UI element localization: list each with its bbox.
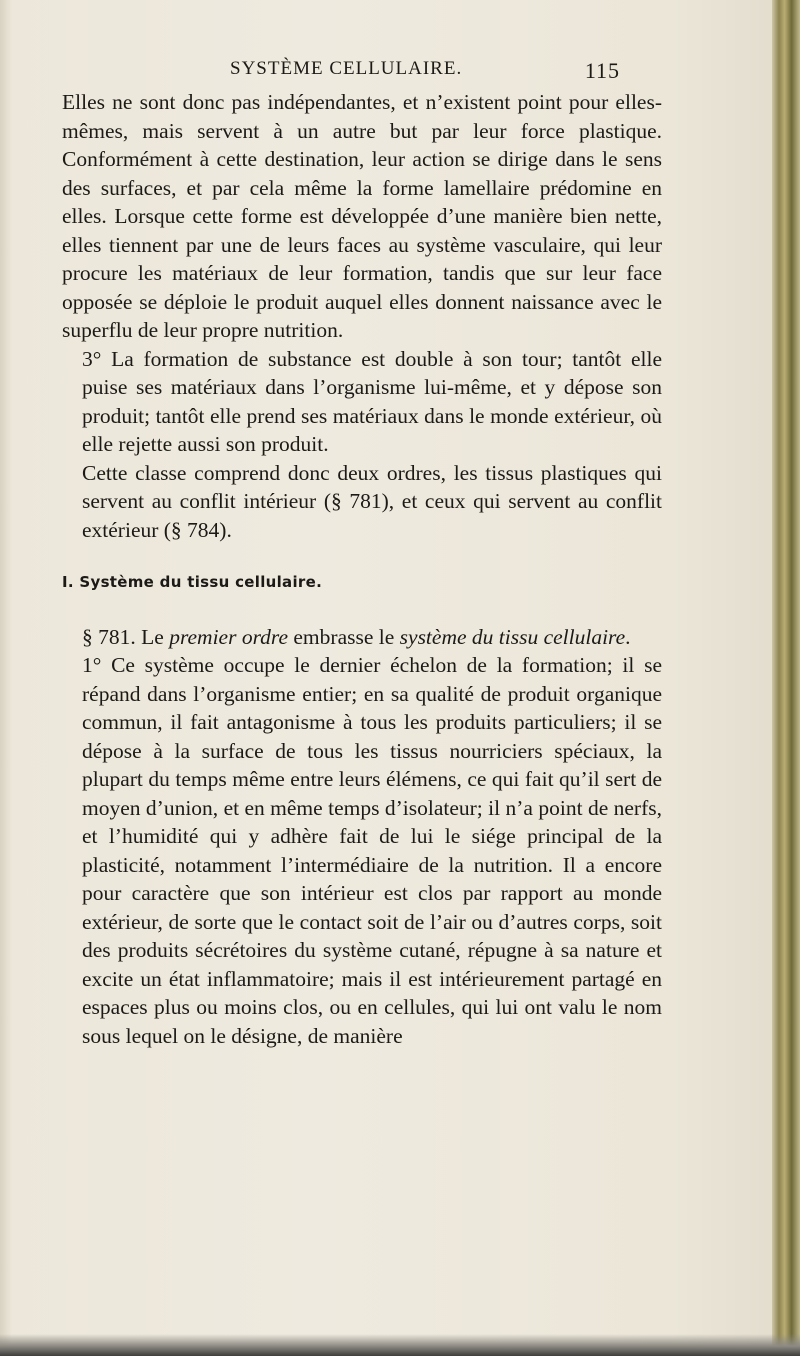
running-title: SYSTÈME CELLULAIRE.: [230, 58, 463, 79]
book-binding-edge: [772, 0, 800, 1356]
paragraph-3: Cette classe comprend donc deux ordres, les tissus plastiques qui servent au conflit intérieur (§ 781), et ceux qui servent au conflit extérieur (§ 784).: [82, 460, 662, 542]
body-text: [62, 88, 662, 1050]
section-number-text: § 781. Le: [82, 624, 170, 649]
emphasis-systeme-tissu: système du tissu cellulaire: [399, 624, 626, 649]
paragraph-5: 1° Ce système occupe le dernier échelon de la formation; il se répand dans l’organisme entier; en sa qualité de produit organique commun, il fait antagonisme à tous les produits particuliers; il se dépose à la surface de tous les tissus nourriciers spéciaux, la plupart du temps même entre leurs élémens, ce qui fait qu’il sert de moyen d’union, et en même temps d’isolateur; il n’a point de nerfs, et l’humidité qui y adhère fait de lui le siége principal de la plasticité, notamment l’intermédiaire de la nutrition. Il a encore pour caractère que son intérieur est clos par rapport au monde extérieur, de sorte que le contact soit de l’air ou d’autres corps, soit des produits sécrétoires du système cutané, répugne à sa nature et excite un état inflammatoire; mais il est intérieurement partagé en espaces plus ou moins clos, ou en cellules, qui lui ont valu le nom sous lequel on le désigne, de manière: [82, 653, 662, 1048]
paragraph-4-end: .: [625, 624, 631, 649]
paragraph-2: 3° La formation de substance est double à son tour; tantôt elle puise ses matériaux dans l’organisme lui-même, et y dépose son produit; tantôt elle prend ses matériaux dans le monde extérieur, où elle rejette aussi son produit.: [82, 346, 662, 456]
emphasis-premier-ordre: premier ordre: [169, 624, 289, 649]
section-heading: I. Système du tissu cellulaire.: [62, 573, 323, 591]
paragraph-4: [62, 623, 662, 652]
page-bottom-edge: [0, 1334, 800, 1356]
paragraph-1: Elles ne sont donc pas indépendantes, et n’existent point pour elles-mêmes, mais servent à un autre but par leur force plastique. Conformément à cette destination, leur action se dirige dans le sens des surfaces, et par cela même la forme lamellaire prédomine en elles. Lorsque cette forme est développée d’une manière bien nette, elles tiennent par une de leurs faces au système vasculaire, qui leur procure les matériaux de leur formation, tandis que sur leur face opposée se déploie le produit auquel elles donnent naissance avec le superflu de leur propre nutrition.: [62, 90, 662, 342]
page-number: 115: [584, 58, 620, 83]
page-gutter-shadow: [0, 0, 12, 1356]
paragraph-4-mid: embrasse le: [288, 624, 400, 649]
